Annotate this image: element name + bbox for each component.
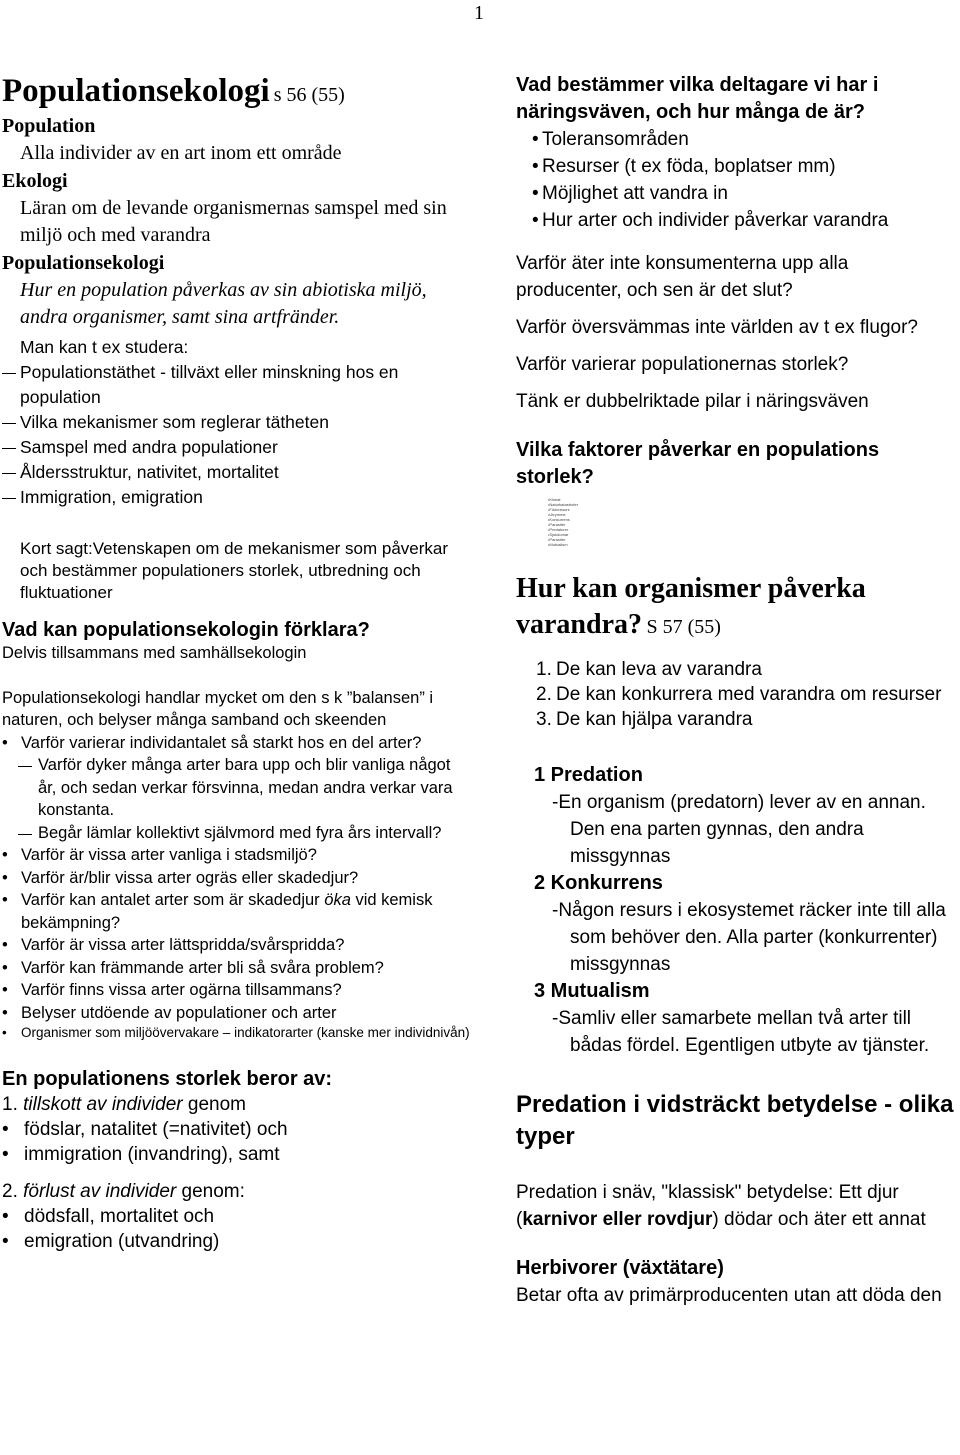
term-ekologi: Ekologi — [2, 170, 68, 192]
organisms-heading-block — [516, 571, 956, 643]
q-bullet: • Toleransområden — [532, 126, 956, 153]
tiny-item: •Utrymme — [548, 512, 566, 517]
page-title: Populationsekologi — [2, 73, 270, 109]
q-bullet: • Resurser (t ex föda, boplatser mm) — [532, 153, 956, 180]
definition-ekologi — [2, 167, 472, 249]
herbivore-heading: Herbivorer (växtätare) — [516, 1257, 724, 1279]
organisms-list — [516, 657, 956, 732]
size-1-num: 1. — [2, 1094, 18, 1115]
item-text: De kan leva av varandra — [556, 659, 762, 680]
organisms-item — [536, 707, 956, 732]
item-num: 3. — [536, 709, 552, 730]
bullet-item: • Varför kan främmande arter bli så svåra problem? — [2, 957, 472, 980]
definition-populationsekologi — [2, 249, 472, 331]
study-item: Åldersstruktur, nativitet, mortalitet — [20, 460, 472, 485]
question: Tänk er dubbelriktade pilar i näringsväven — [516, 391, 869, 412]
organisms-heading: Hur kan organismer påverka varandra? — [516, 573, 866, 640]
bullet-item: • Varför är/blir vissa arter ogräs eller skadedjur? — [2, 867, 472, 890]
interaction-desc: -En organism (predatorn) lever av en annan. Den ena parten gynnas, den andra missgynnas — [552, 792, 926, 867]
study-item: Populationstäthet - tillväxt eller minskning hos en population — [20, 360, 472, 410]
tiny-item: •Mutualism — [548, 542, 568, 547]
predation-heading: Predation i vidsträckt betydelse - olika typer — [516, 1091, 954, 1150]
subdash-item: Begår lämlar kollektivt självmord med fyra års intervall? — [38, 822, 472, 845]
tiny-item: •Parasiter — [548, 537, 566, 542]
herbivore-desc: Betar ofta av primärproducenten utan att döda den — [516, 1285, 942, 1306]
q-bullet: • Hur arter och individer påverkar varandra — [532, 207, 956, 234]
tiny-item: •Födoresurs — [548, 507, 570, 512]
organisms-ref: S 57 (55) — [646, 616, 721, 638]
tiny-item: •Konkurrens — [548, 517, 570, 522]
size-1-list — [2, 1117, 472, 1167]
size-1-italic: tillskott av individer — [23, 1094, 183, 1115]
size-2-num: 2. — [2, 1181, 18, 1202]
question: Varför översvämmas inte världen av t ex flugor? — [516, 317, 918, 338]
tiny-item: •Predatorer — [548, 527, 569, 532]
page-number: 1 — [474, 2, 484, 24]
bullet-item: • Belyser utdöende av populationer och arter — [2, 1002, 472, 1025]
question: Varför varierar populationernas storlek? — [516, 354, 849, 375]
study-item: Immigration, emigration — [20, 485, 472, 510]
organisms-item — [536, 682, 956, 707]
tiny-item: •Sjukdomar — [548, 532, 569, 537]
item-num: 2. — [536, 684, 552, 705]
bullet-item: • Varför är vissa arter lättspridda/svårspridda? — [2, 934, 472, 957]
interaction-desc: -Samliv eller samarbete mellan två arter till bådas fördel. Egentligen utbyte av tjänster. — [552, 1008, 930, 1056]
tiny-item: •Klimat — [548, 497, 561, 502]
study-item: Samspel med andra populationer — [20, 435, 472, 460]
def-ekologi: Läran om de levande organismernas samspel med sin miljö och med varandra — [20, 197, 447, 246]
predation-text: Predation i snäv, "klassisk" betydelse: Ett djur ( — [516, 1182, 899, 1230]
study-intro: Man kan t ex studera: — [20, 337, 189, 357]
size-2-rest: genom: — [176, 1181, 245, 1202]
bullet-emphasis: öka — [324, 891, 351, 909]
bullet-item: • Varför finns vissa arter ogärna tillsammans? — [2, 979, 472, 1002]
explain-bullets-2 — [2, 844, 472, 1042]
explain-line: Delvis tillsammans med samhällsekologin — [2, 644, 307, 662]
bullet-item: • Varför varierar individantalet så starkt hos en del arter? — [2, 732, 472, 755]
predation-text: ) dödar och äter ett annat — [712, 1209, 926, 1230]
size-1-rest: genom — [182, 1094, 246, 1115]
explain-paragraph: Populationsekologi handlar mycket om den s k ”balansen” i naturen, och belyser många samband och skeenden — [2, 688, 434, 729]
interaction-heading: 1 Predation — [534, 764, 643, 786]
def-populationsekologi: Hur en population påverkas av sin abiotiska miljö, andra organismer, samt sina artfränder. — [20, 279, 427, 328]
explain-subdashes — [2, 754, 472, 844]
bullet-item — [2, 889, 472, 934]
page-title-ref: s 56 (55) — [273, 84, 345, 106]
size-2-list — [2, 1204, 472, 1254]
size-1-item: • födslar, natalitet (=nativitet) och — [2, 1117, 472, 1142]
size-1-line — [2, 1092, 472, 1117]
def-population: Alla individer av en art inom ett område — [20, 142, 342, 164]
size-2-italic: förlust av individer — [23, 1181, 177, 1202]
explain-bullets — [2, 732, 472, 755]
factors-tiny-list — [548, 497, 956, 547]
bullet-item: • Organismer som miljöövervakare – indikatorarter (kanske mer individnivån) — [2, 1024, 472, 1042]
interaction-heading: 3 Mutualism — [534, 980, 650, 1002]
left-column — [2, 72, 472, 1254]
interactions — [516, 762, 956, 1059]
item-text: De kan hjälpa varandra — [556, 709, 753, 730]
study-item: Vilka mekanismer som reglerar tätheten — [20, 410, 472, 435]
summary-text: Kort sagt:Vetenskapen om de mekanismer som påverkar och bestämmer populationers storlek, utbredning och fluktuationer — [20, 539, 449, 602]
factors-heading: Vilka faktorer påverkar en populations storlek? — [516, 439, 880, 488]
size-1-item: • immigration (invandring), samt — [2, 1142, 472, 1167]
bullet-item: • Varför är vissa arter vanliga i stadsmiljö? — [2, 844, 472, 867]
size-2-line — [2, 1179, 472, 1204]
definition-population — [2, 112, 472, 167]
q-bullet: • Möjlighet att vandra in — [532, 180, 956, 207]
interaction-heading: 2 Konkurrens — [534, 872, 663, 894]
size-2-item: • dödsfall, mortalitet och — [2, 1204, 472, 1229]
term-population: Population — [2, 115, 96, 137]
bullet-text: Varför kan antalet arter som är skadedjur — [21, 891, 325, 909]
size-heading: En populationens storlek beror av: — [2, 1068, 333, 1090]
right-column — [516, 72, 956, 1309]
subdash-item: Varför dyker många arter bara upp och blir vanliga något år, och sedan verkar försvinna, medan andra verkar vara konstanta. — [38, 754, 472, 822]
predation-bold: karnivor eller rovdjur — [522, 1209, 713, 1230]
item-num: 1. — [536, 659, 552, 680]
bullet-text: vid kemisk bekämpning? — [21, 891, 433, 932]
interaction-desc: -Någon resurs i ekosystemet räcker inte till alla som behöver den. Alla parter (konkurrenter) missgynnas — [552, 900, 946, 975]
item-text: De kan konkurrera med varandra om resurser — [556, 684, 942, 705]
tiny-item: •Naturkatastrofer — [548, 502, 579, 507]
size-2-item: • emigration (utvandring) — [2, 1229, 472, 1254]
study-list — [2, 360, 472, 510]
tiny-item: •Parasiter — [548, 522, 566, 527]
q-bullets — [516, 126, 956, 234]
question: Varför äter inte konsumenterna upp alla producenter, och sen är det slut? — [516, 253, 849, 301]
organisms-item — [536, 657, 956, 682]
term-populationsekologi: Populationsekologi — [2, 252, 165, 274]
explain-heading: Vad kan populationsekologin förklara? — [2, 619, 370, 641]
page-title-line — [2, 72, 472, 110]
predation-paragraph — [516, 1179, 956, 1233]
q-heading: Vad bestämmer vilka deltagare vi har i näringsväven, och hur många de är? — [516, 74, 879, 123]
